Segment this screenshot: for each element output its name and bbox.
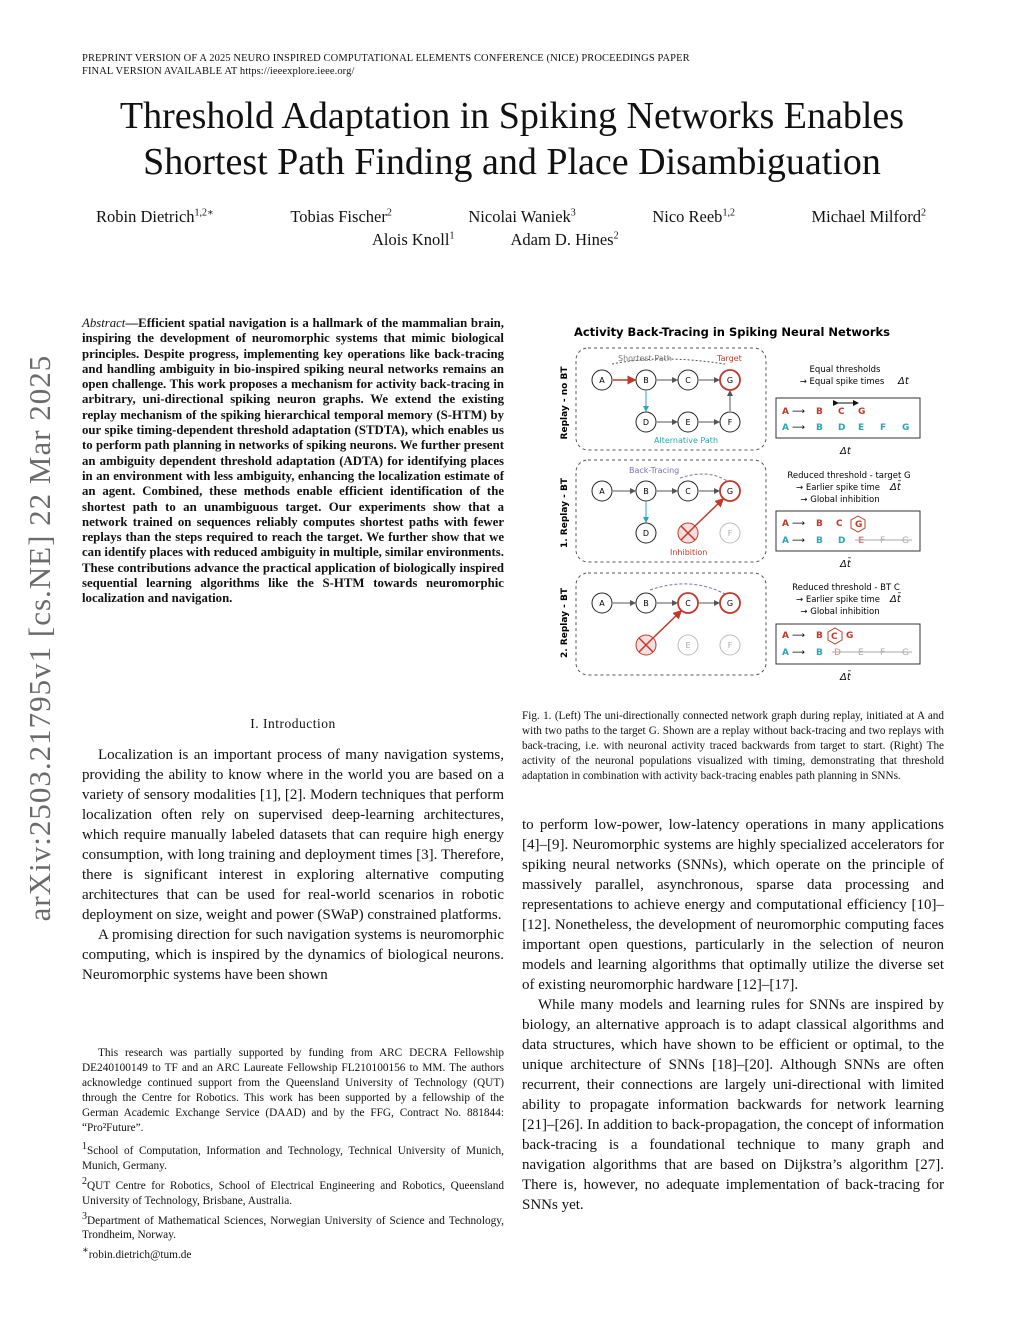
graph-panel-2 xyxy=(576,460,766,562)
svg-text:C: C xyxy=(838,407,845,417)
abstract xyxy=(82,316,504,607)
inhibition-edge xyxy=(695,499,723,526)
svg-text:A: A xyxy=(782,519,789,529)
svg-text:B: B xyxy=(816,407,823,417)
note: Reduced threshold - BT C xyxy=(792,583,900,593)
author: Tobias Fischer$^2$ xyxy=(290,207,392,226)
svg-text:G: G xyxy=(858,407,866,417)
svg-text:A: A xyxy=(782,631,789,641)
title-line-1: Threshold Adaptation in Spiking Networks Enables xyxy=(119,95,905,137)
inhibition-edge xyxy=(653,611,681,638)
intro-column-1 xyxy=(82,745,504,985)
author: Robin Dietrich$^{1,2∗}$ xyxy=(96,207,214,226)
svg-text:C: C xyxy=(831,632,838,642)
svg-text:G: G xyxy=(726,599,734,608)
paragraph: to perform low-power, low-latency operations in many applications [4]–[9]. Neuromorphic systems are highly specialized accelerators for spiking neural networks (SNNs), which operate on the principle of massively parallel, asynchronous, sparse data processing and representations to achieve energy and computational efficiency [10]–[12]. Nonetheless, the development of neuromorphic computing faces important open questions, particularly in the selection of neuron models and learning algorithms that optimally utilize the diverse set of existing neuromorphic hardware [12]–[17]. xyxy=(522,817,944,993)
svg-text:D: D xyxy=(838,423,846,433)
delta-label: Δt̄ xyxy=(840,559,851,570)
intro-column-2 xyxy=(522,815,944,1215)
svg-text:A: A xyxy=(782,423,789,433)
graph-panel-1 xyxy=(576,348,766,450)
abstract-label: Abstract xyxy=(82,316,126,330)
svg-text:A: A xyxy=(599,376,605,385)
svg-text:B: B xyxy=(816,536,823,546)
author: Michael Milford$^2$ xyxy=(811,207,926,226)
svg-text:G: G xyxy=(846,631,854,641)
svg-text:B: B xyxy=(643,599,649,608)
affiliation-1: $^1$School of Computation, Information and Technology, Technical University of Munich, Munich, Germany. xyxy=(82,1141,504,1172)
funding-footnote: This research was partially supported by funding from ARC DECRA Fellowship DE240100149 to TF and an ARC Laureate Fellowship FL210100156 to MM. The authors acknowledge continued support from the Queensland University of Technology (QUT) through the Centre for Robotics. This work has been supported by a fellowship of the German Academic Exchange Service (DAAD) and by the FFG, Contract No. 881844: “Pro²Future”. xyxy=(82,1047,504,1134)
note: → Global inhibition xyxy=(800,495,880,505)
author: Nico Reeb$^{1,2}$ xyxy=(652,207,735,226)
label-back-tracing: Back-Tracing xyxy=(629,466,680,475)
author: Adam D. Hines$^2$ xyxy=(510,230,619,249)
svg-text:F: F xyxy=(727,418,733,427)
note: → Equal spike times xyxy=(799,377,885,387)
note: → Global inhibition xyxy=(800,607,880,617)
svg-text:F: F xyxy=(880,648,886,658)
note: Equal thresholds xyxy=(809,365,881,375)
row-label-2: 1. Replay - BT xyxy=(560,477,570,549)
paper-title xyxy=(60,93,964,185)
svg-text:E: E xyxy=(858,536,865,546)
svg-text:⟶: ⟶ xyxy=(792,423,805,433)
svg-text:F: F xyxy=(727,641,733,650)
figure-caption: Fig. 1. (Left) The uni-directionally connected network graph during replay, initiated at A and with two paths to the target G. Shown are a replay without back-tracing and two replays with back-tracing, i.e. with neuronal activity traced backwards from target to start. (Right) The activity of the neuronal populations visualized with timing, demonstrating that threshold adaptation in combination with activity back-tracing enables path planning in SNNs. xyxy=(522,710,944,782)
svg-text:⟶: ⟶ xyxy=(792,536,805,546)
svg-text:B: B xyxy=(816,423,823,433)
svg-text:G: G xyxy=(902,648,909,658)
figure-1 xyxy=(520,318,944,688)
svg-text:E: E xyxy=(858,648,864,658)
svg-text:B: B xyxy=(816,631,823,641)
svg-text:A: A xyxy=(599,487,605,496)
svg-text:G: G xyxy=(902,536,909,546)
svg-text:E: E xyxy=(685,641,691,650)
figure-title: Activity Back-Tracing in Spiking Neural Networks xyxy=(573,325,891,339)
svg-text:D: D xyxy=(838,536,846,546)
note: → Earlier spike time xyxy=(796,595,880,605)
paragraph: While many models and learning rules for SNNs are inspired by biology, an alternative approach is to adapt classical algorithms and data structures, which have shown to be efficient or optimal, to the unique architecture of SNNs [18]–[20]. Although SNNs are often recurrent, their connections are largely uni-directional with limited ability to propagate information backwards for network learning [21]–[26]. In addition to back-propagation, the concept of information back-tracing is a foundational technique to many graph and navigation algorithms that are based on Dijkstra’s algorithm [27]. There is, however, no adequate implementation of back-tracing for SNNs yet. xyxy=(522,997,944,1213)
note: Reduced threshold - target G xyxy=(787,471,911,481)
author: Nicolai Waniek$^3$ xyxy=(468,207,576,226)
svg-text:G: G xyxy=(726,376,734,385)
svg-text:A: A xyxy=(782,648,789,658)
delta-label: Δt̄ xyxy=(890,594,901,605)
footnotes xyxy=(82,1046,504,1263)
title-line-2: Shortest Path Finding and Place Disambiguation xyxy=(143,141,881,183)
svg-text:B: B xyxy=(643,376,649,385)
label-inhibition: Inhibition xyxy=(670,548,708,557)
affiliation-2: $^2$QUT Centre for Robotics, School of Electrical Engineering and Robotics, Queensland University of Technology, Brisbane, Australia. xyxy=(82,1175,504,1207)
svg-text:G: G xyxy=(726,487,734,496)
preprint-line-1: PREPRINT VERSION OF A 2025 NEURO INSPIRED COMPUTATIONAL ELEMENTS CONFERENCE (NICE) PROCEEDINGS PAPER xyxy=(82,53,690,64)
figure-svg xyxy=(520,318,944,688)
arxiv-side-stamp: arXiv:2503.21795v1 [cs.NE] 22 Mar 2025 xyxy=(22,354,57,922)
svg-text:C: C xyxy=(685,599,691,608)
svg-text:B: B xyxy=(816,519,823,529)
svg-text:⟶: ⟶ xyxy=(792,648,805,658)
preprint-line-2: FINAL VERSION AVAILABLE AT https://ieeexplore.ieee.org/ xyxy=(82,66,355,77)
label-alternative-path: Alternative Path xyxy=(654,436,719,445)
authors-row-1 xyxy=(96,207,926,227)
author: Alois Knoll$^1$ xyxy=(372,230,455,249)
delta-label: Δt xyxy=(840,446,851,457)
svg-text:B: B xyxy=(643,487,649,496)
authors-row-2 xyxy=(372,230,619,250)
paragraph: A promising direction for such navigation systems is neuromorphic computing, which is inspired by the dynamics of biological neurons. Neuromorphic systems have been shown xyxy=(82,927,504,983)
paragraph: Localization is an important process of many navigation systems, providing the ability to know where in the world you are based on a variety of sensory modalities [1], [2]. Modern techniques that perform localization often rely on supervised deep-learning architectures, which require manually labeled datasets that can require high energy consumption, with long training and deployment times [3]. Therefore, there is significant interest in exploring alternative computing architectures that can be used for real-world scenarios in robotic deployment on size, weight and power (SWaP) constrained platforms. xyxy=(82,747,504,923)
timing-box-3 xyxy=(776,624,920,664)
email: ∗robin.dietrich@tum.de xyxy=(82,1245,192,1262)
preprint-header xyxy=(82,52,690,78)
row-label-1: Replay - no BT xyxy=(560,366,570,440)
label-shortest-path: Shortest Path xyxy=(618,354,672,363)
label-target: Target xyxy=(717,354,742,363)
section-heading: I. Introduction xyxy=(250,716,336,731)
delta-label: Δt xyxy=(898,376,909,387)
abstract-text: —Efficient spatial navigation is a hallmark of the mammalian brain, inspiring the development of neuromorphic systems that mimic biological principles. Despite progress, implementing key operations like back-tracing and handling ambiguity in bio-inspired spiking neural networks remains an open challenge. This work proposes a mechanism for activity back-tracing in arbitrary, uni-directional spiking neuron graphs. We extend the existing replay mechanism of the spiking hierarchical temporal memory (S-HTM) by our spike timing-dependent threshold adaptation (STDTA), which enables us to perform path planning in networks of spiking neurons. We further present an ambiguity dependent threshold adaptation (ADTA) for identifying places in an environment with less ambiguity, enhancing the localization estimate of an agent. Combined, these methods enable efficient identification of the shortest path to an unambiguous target. Our experiments show that a network trained on sequences reliably computes shortest paths with fewer replays than the steps required to reach the target. We further show that we can identify places with reduced ambiguity in multiple, similar environments. These contributions advance the practical application of biologically inspired sequential learning algorithms like the S-HTM towards neuromorphic localization and navigation. xyxy=(82,316,504,606)
svg-text:A: A xyxy=(782,536,789,546)
svg-text:⟶: ⟶ xyxy=(792,631,805,641)
delta-label: Δt̄ xyxy=(840,672,851,683)
delta-label: Δt̄ xyxy=(890,482,901,493)
graph-panel-3 xyxy=(576,573,766,675)
svg-text:D: D xyxy=(834,648,841,658)
note: → Earlier spike time xyxy=(796,483,880,493)
svg-text:G: G xyxy=(902,423,910,433)
svg-text:D: D xyxy=(642,529,650,538)
svg-text:C: C xyxy=(836,519,843,529)
svg-text:F: F xyxy=(880,536,886,546)
svg-text:A: A xyxy=(782,407,789,417)
affiliation-3: $^3$Department of Mathematical Sciences, Norwegian University of Science and Technology, Trondheim, Norway. xyxy=(82,1210,504,1242)
svg-text:C: C xyxy=(685,487,691,496)
svg-text:F: F xyxy=(727,529,733,538)
svg-text:G: G xyxy=(855,520,863,530)
svg-text:A: A xyxy=(599,599,605,608)
svg-text:C: C xyxy=(685,376,691,385)
svg-text:⟶: ⟶ xyxy=(792,407,805,417)
svg-text:E: E xyxy=(858,423,865,433)
row-label-3: 2. Replay - BT xyxy=(560,587,570,659)
svg-text:B: B xyxy=(816,648,823,658)
svg-text:⟶: ⟶ xyxy=(792,519,805,529)
svg-text:D: D xyxy=(642,418,650,427)
svg-text:E: E xyxy=(685,418,691,427)
svg-text:F: F xyxy=(880,423,887,433)
